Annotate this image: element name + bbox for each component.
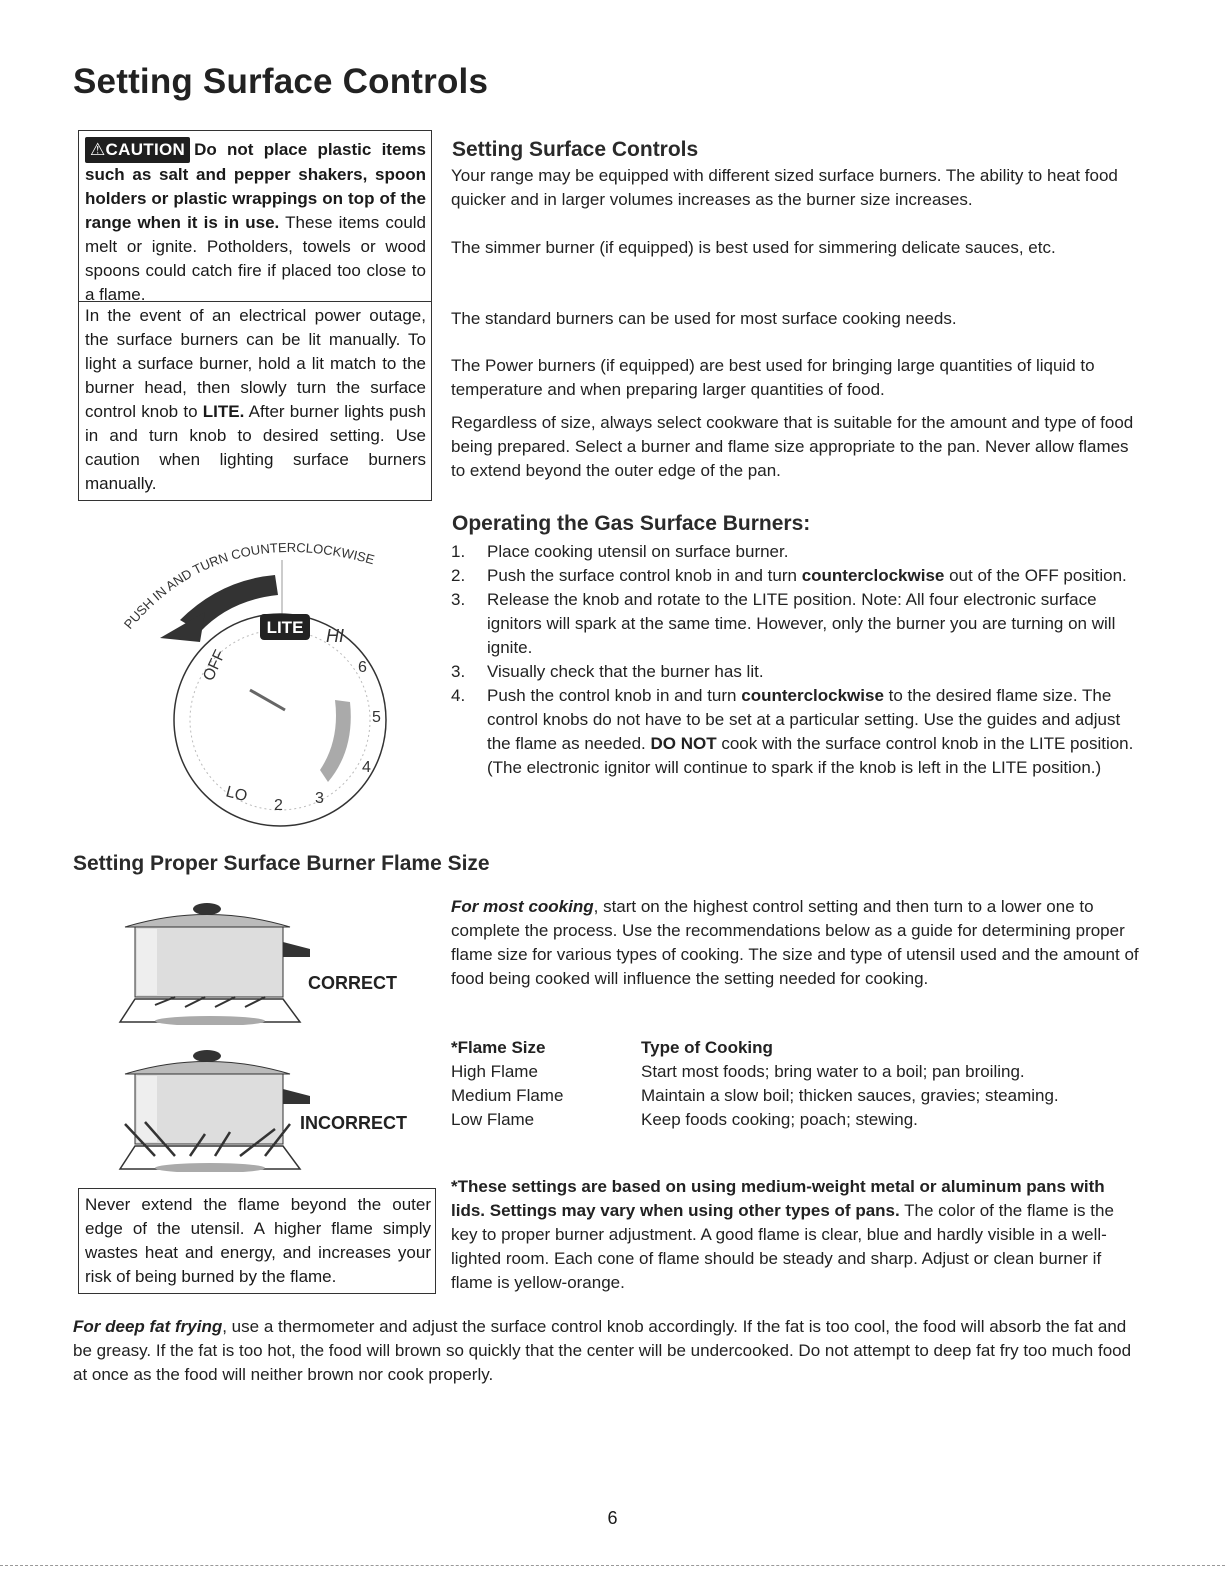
setting-p1: Your range may be equipped with different sized surface burners. The ability to heat food quicker and in larger volumes increases as the burner size increases.	[451, 166, 1118, 209]
settings-paragraph	[451, 1175, 1143, 1295]
off-label: OFF	[200, 647, 230, 684]
deep-fat-paragraph	[73, 1315, 1143, 1387]
dial-3-label: 3	[315, 790, 324, 807]
table-row: Low Flame Keep foods cooking; poach; stewing.	[451, 1110, 918, 1129]
arrow-head-icon	[160, 612, 205, 642]
step-item: 1. Place cooking utensil on surface burner.	[451, 542, 789, 561]
page-number: 6	[607, 1508, 618, 1528]
flame-size-table	[451, 1036, 1141, 1132]
correct-label: CORRECT	[308, 973, 397, 993]
dial-2-label: 2	[274, 797, 283, 814]
step-item: 4. Push the control knob in and turn counterclockwise to the desired flame size. The control knobs do not have to be set at a particular setting. Use the guides and adjust the flame as needed. DO NOT cook with the surface control knob in the LITE position. (The electronic ignitor will continue to spark if the knob is left in the LITE position.)	[451, 686, 1134, 777]
caution-warning	[79, 131, 431, 304]
knob-illustration	[100, 520, 440, 830]
knob-dial	[174, 614, 386, 826]
table-header	[451, 1036, 1141, 1060]
settings-text: The color of the flame is the key to proper burner adjustment. A good flame is clear, blue and hardly visible in a well-lighted room. Each cone of flame should be steady and sharp. Adjust or clean burner if flame is yellow-orange.	[451, 1201, 1114, 1292]
incorrect-pot-illustration	[115, 1044, 315, 1172]
never-extend-box: Never extend the flame beyond the outer edge of the utensil. A higher flame simply wastes heat and energy, and increases your risk of being burned by the flame.	[78, 1188, 436, 1294]
setting-p5: Regardless of size, always select cookware that is suitable for the amount and type of food being prepared. Select a burner and flame size appropriate to the pan. Never allow flames to extend beyond the outer edge of the pan.	[451, 413, 1134, 480]
caution-text: These items could melt or ignite. Potholders, towels or wood spoons could catch fire if placed too close to a flame.	[85, 213, 427, 304]
dial-lo-label: LO	[223, 783, 249, 806]
caution-lead: Do not place plastic items such as salt and pepper shakers, spoon holders or plastic wrappings on top of the range when it is in use.	[85, 140, 426, 232]
dial-4-label: 4	[362, 759, 371, 776]
most-cooking-text: , start on the highest control setting and then turn to a lower one to complete the process. Use the recommendations below as a guide for determining proper flame size for various types of cooking. The size and type of utensil used and the amount of food being cooked will influence the setting needed for cooking.	[451, 897, 1139, 988]
col-flame-size-header: *Flame Size	[451, 1038, 546, 1057]
dial-5-label: 5	[372, 709, 381, 726]
step-item: 3. Visually check that the burner has lit.	[451, 662, 764, 681]
knob-arc-text: PUSH IN AND TURN COUNTERCLOCKWISE	[120, 539, 377, 632]
power-outage-text-1: In the event of an electrical power outage, the surface burners can be lit manually. To light a surface burner, hold a lit match to the burner head, then slowly turn the surface control knob to	[85, 306, 426, 421]
deep-fat-lead: For deep fat frying	[73, 1317, 223, 1336]
setting-p3: The standard burners can be used for most surface cooking needs.	[451, 309, 957, 328]
table-row: Medium Flame Maintain a slow boil; thicken sauces, gravies; steaming.	[451, 1086, 1059, 1105]
operating-steps	[451, 540, 1141, 780]
caution-box	[78, 130, 432, 501]
most-cooking-paragraph	[451, 895, 1141, 991]
power-outage-text-2: After burner lights push in and turn knob to desired setting. Use caution when lighting surface burners manually.	[85, 402, 426, 493]
power-outage-note	[79, 301, 431, 500]
setting-p2: The simmer burner (if equipped) is best used for simmering delicate sauces, etc.	[451, 238, 1056, 257]
power-outage-lite: LITE.	[202, 402, 245, 421]
most-cooking-lead: For most cooking	[451, 897, 594, 916]
page-title: Setting Surface Controls	[73, 62, 489, 101]
operating-heading: Operating the Gas Surface Burners:	[452, 512, 811, 535]
settings-bold: *These settings are based on using medium-weight metal or aluminum pans with lids. Settings may vary when using other types of pans.	[451, 1177, 1105, 1220]
correct-pot-illustration	[115, 897, 315, 1025]
table-row: High Flame Start most foods; bring water to a boil; pan broiling.	[451, 1062, 1025, 1081]
setting-heading: Setting Surface Controls	[452, 138, 699, 161]
dial-6-label: 6	[358, 659, 367, 676]
hi-label: HI	[326, 626, 344, 646]
flame-heading: Setting Proper Surface Burner Flame Size	[73, 852, 490, 875]
caution-badge: ⚠CAUTION	[85, 137, 190, 163]
step-item: 3. Release the knob and rotate to the LITE position. Note: All four electronic surface ignitors will spark at the same time. However, only the burner you are turning on will ignite.	[451, 590, 1116, 657]
bottom-rule	[0, 1565, 1225, 1566]
incorrect-label: INCORRECT	[300, 1113, 407, 1133]
deep-fat-text: , use a thermometer and adjust the surface control knob accordingly. If the fat is too cool, the food will absorb the fat and be greasy. If the fat is too hot, the food will brown so quickly that the center will be undercooked. Do not attempt to deep fat fry too much food at once as the food will neither brown nor cook properly.	[73, 1317, 1132, 1384]
lite-label: LITE	[266, 618, 304, 637]
setting-p4: The Power burners (if equipped) are best used for bringing large quantities of liquid to temperature and when preparing larger quantities of food.	[451, 356, 1095, 399]
col-type-header: Type of Cooking	[641, 1038, 773, 1057]
step-item: 2. Push the surface control knob in and turn counterclockwise out of the OFF position.	[451, 566, 1127, 585]
